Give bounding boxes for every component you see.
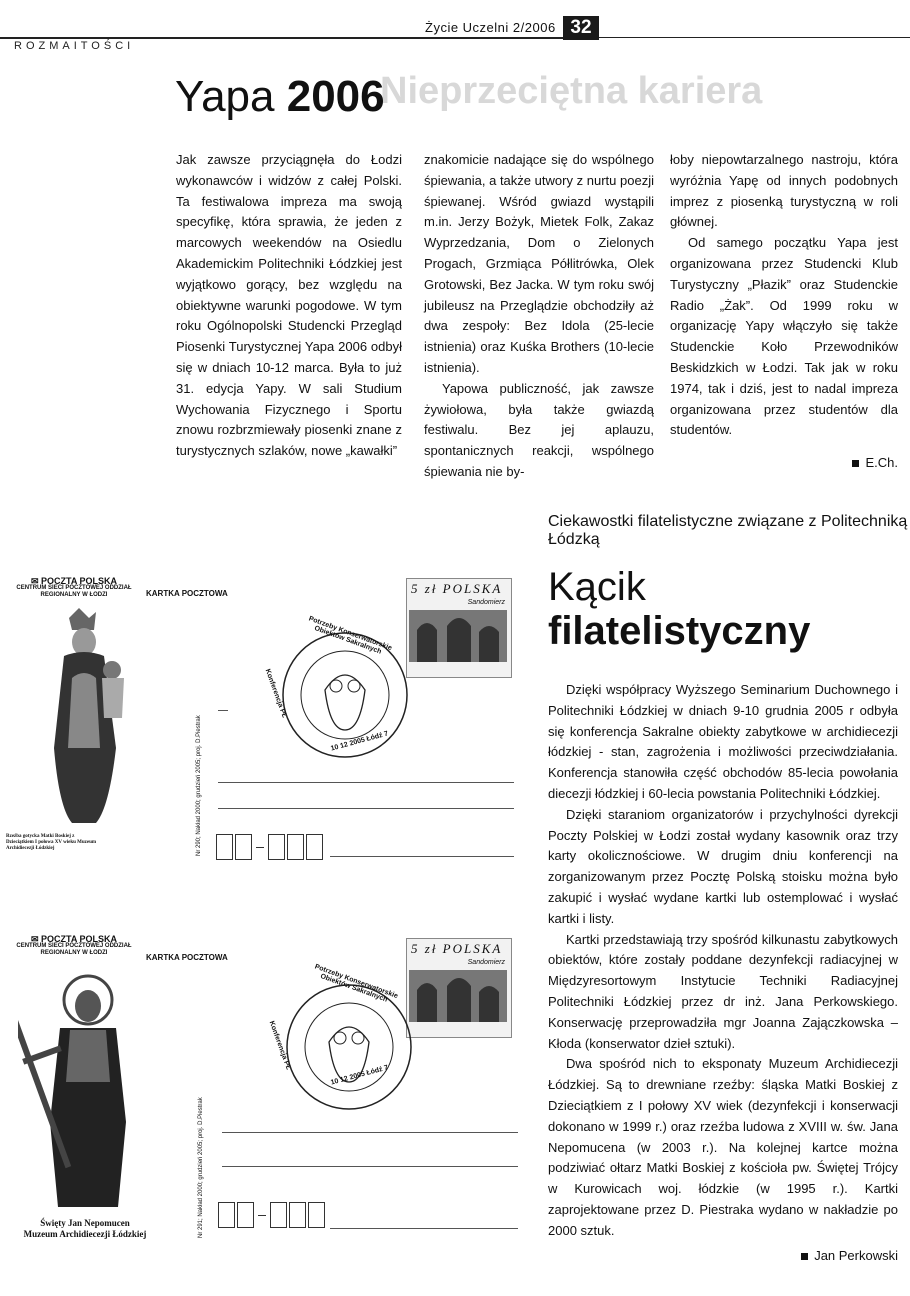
postcard-caption bbox=[0, 1218, 170, 1240]
header-rule bbox=[0, 37, 565, 39]
logo-text: POCZTA POLSKA bbox=[41, 576, 118, 586]
stamp-value: 5 zł bbox=[411, 941, 438, 956]
postmark-text: Potrzeby Konserwatorskie Obiektów Sakralnych bbox=[307, 615, 393, 656]
bleed-through-text: Nieprzeciętna kariera bbox=[380, 70, 763, 112]
caption-line-1: Święty Jan Nepomucen bbox=[40, 1218, 130, 1228]
section-label: ROZMAITOŚCI bbox=[14, 40, 135, 52]
post-logo-icon: ✉ POCZTA POLSKA bbox=[30, 576, 118, 586]
journal-name: Życie Uczelni 2/2006 bbox=[425, 20, 556, 35]
paragraph: Dzięki staraniom organizatorów i przychylności dyrekcji Poczty Polskiej w Łodzi został wydany kasownik oraz trzy karty okolicznościowe. W drugim dniu konferencji na zorganizowanym przez Pocztę Polską stoisku można było zakupić i wysłać wydane kartki lub ostemplować i wysłać kartki i listy. bbox=[548, 806, 898, 926]
title-line-1: Kącik bbox=[548, 565, 646, 609]
article-column-2 bbox=[424, 150, 654, 483]
postage-stamp bbox=[406, 578, 512, 678]
postmark-date: 10 12 2005 Łódź 7 bbox=[330, 730, 390, 753]
address-line bbox=[222, 1166, 518, 1167]
stamp-place: Sandomierz bbox=[467, 959, 505, 966]
paragraph: łoby niepowtarzalnego nastroju, która wyróżnia Yapę od innych podobnych imprez z piosenką turystyczną w roli głównej. bbox=[670, 152, 898, 230]
logo-subtext: CENTRUM SIECI POCZTOWEJ ODDZIAŁ REGIONALNY W ŁODZI bbox=[16, 943, 132, 956]
article-body-2 bbox=[548, 680, 898, 1266]
madonna-sculpture-image bbox=[34, 608, 134, 828]
article-column-1 bbox=[176, 150, 402, 462]
address-line bbox=[330, 1228, 518, 1229]
caption-line-2: Muzeum Archidiecezji Łódzkiej bbox=[23, 1229, 147, 1239]
stamp-value: 5 zł bbox=[411, 581, 438, 596]
postal-code-boxes bbox=[218, 1202, 325, 1228]
title-line-2: filatelistyczny bbox=[548, 609, 811, 653]
address-line bbox=[218, 808, 514, 809]
square-bullet-icon bbox=[801, 1253, 808, 1260]
postcard-2 bbox=[0, 932, 530, 1252]
header-rule-right bbox=[590, 37, 910, 38]
paragraph: Dwa spośród nich to eksponaty Muzeum Archidiecezji Łódzkiej. Są to drewniane rzeźby: śląska Matki Boskiej z Dzieciątkiem z I połowy XV wiek (dezynfekcji i konserwacji dokonano w 1999 r.) oraz rzeźba ludowa z XVIII w. św. Jana Nepomucena (w 2003 r.). Na kolejnej kartce można podziwiać ołtarz Matki Boskiej z kościoła pw. Świętej Trójcy w Kurowicach woj. łódzkie (w 1995 r.). Kartki zaprojektowane przez D. Piestraka wydano w nakładzie po 2000 sztuk. bbox=[548, 1056, 898, 1238]
paragraph: Jak zawsze przyciągnęła do Łodzi wykonawców i widzów z całej Polski. Ta festiwalowa impreza ma swoją specyfikę, która sprawia, że jeden z marcowych weekendów na Osiedlu Akademickim Politechniki Łódzkiej jest wyjątkowo gorący, bez względu na obiektywne warunki pogodowe. W tym roku Ogólnopolski Studencki Przegląd Piosenki Turystycznej Yapa 2006 odbył się w dniach 10-12 marca. Była to już 31. edycja Yapy. W sali Studium Wychowania Fizycznego i Sportu znowu rozbrzmiewały piosenki znane z turystycznych szlaków, nowe „kawałki” bbox=[176, 152, 402, 459]
postmark-text: Potrzeby Konserwatorskie Obiektów Sakralnych bbox=[313, 963, 399, 1004]
post-logo bbox=[14, 936, 134, 957]
imprint-text: Nr 291; Nakład 2000; grudzień 2005; proj. D.Piestrak bbox=[198, 1097, 204, 1238]
paragraph: Dzięki współpracy Wyższego Seminarium Duchownego i Politechniki Łódzkiej w dniach 9-10 grudnia 2005 r odbyła się konferencja Sakralne obiekty zabytkowe w archidiecezji łódzkiej - stan, zagrożenia i możliwości przeciwdziałania. Konferencja stanowiła część obchodów 85-lecia powołania diecezji łódzkiej i 60-lecia powstania Politechniki Łódzkiej. bbox=[548, 682, 898, 801]
postcard-1 bbox=[0, 570, 530, 870]
paragraph: Yapowa publiczność, jak zawsze żywiołowa, była także gwiazdą festiwalu. Bez jej aplauzu, spontanicznych reakcji, wspólnego śpiewania nie by- bbox=[424, 380, 654, 479]
postmark-date: 10 12 2005 Łódź 7 bbox=[330, 1064, 390, 1087]
saint-sculpture-image bbox=[18, 972, 148, 1212]
church-image bbox=[407, 606, 509, 664]
article-title-2 bbox=[548, 565, 810, 653]
post-logo bbox=[14, 578, 134, 599]
address-line bbox=[330, 856, 514, 857]
postcard-heading: KARTKA POCZTOWA bbox=[146, 589, 228, 598]
postcard-heading: KARTKA POCZTOWA bbox=[146, 953, 228, 962]
stamp-header bbox=[407, 579, 511, 599]
address-line bbox=[222, 1132, 518, 1133]
logo-text: POCZTA POLSKA bbox=[41, 934, 118, 944]
stamp-place: Sandomierz bbox=[467, 599, 505, 606]
paragraph: Od samego początku Yapa jest organizowana przez Studencki Klub Turystyczny „Płazik” oraz Studenckie Radio „Żak”. Od 1999 roku w organizację Yapy włączyło się także Studenckie Koło Przewodników Beskidzkich w Łodzi. Tak jak w roku 1974, tak i dziś, jest to nadal impreza organizowana przez studentów dla studentów. bbox=[670, 235, 898, 438]
imprint-text: Nr 290; Nakład 2000; grudzień 2005; proj. D.Piestrak bbox=[196, 715, 202, 856]
page-number: 32 bbox=[563, 16, 599, 40]
stamp-country: POLSKA bbox=[442, 581, 503, 596]
paragraph: Kartki przedstawiają trzy spośród kilkunastu zabytkowych obiektów, które zostały poddane dezynfekcji radiacyjnej w Międzyresortowym Instytucie Techniki Radiacyjnej Politechniki Łódzkiej przez dr inż. Jana Perkowskiego. Konserwację przeprowadziła mgr Joanna Zajączkowska – Kłoda (konserwator dzieł sztuki). bbox=[548, 931, 898, 1051]
title-word: Yapa bbox=[175, 72, 287, 121]
signature bbox=[548, 1246, 898, 1267]
address-line bbox=[218, 710, 228, 711]
signature-text: Jan Perkowski bbox=[814, 1247, 898, 1263]
signature-text: E.Ch. bbox=[865, 455, 898, 471]
article-kicker: Ciekawostki filatelistyczne związane z Politechniką Łódzką bbox=[548, 513, 908, 548]
postmark-sub: Konferencja PŁ bbox=[263, 668, 288, 719]
post-logo-icon: ✉ POCZTA POLSKA bbox=[30, 934, 118, 944]
postcard-caption: Rzeźba gotycka Matki Boskiej z Dzieciątkiem I połowa XV wieku Muzeum Archidiecezji Łódzkiej bbox=[6, 834, 97, 851]
paragraph: znakomicie nadające się do wspólnego śpiewania, a także utwory z nurtu poezji śpiewanej. Wśród gwiazd wystąpili m.in. Jerzy Bożyk, Mietek Folk, Zakaz Wyprzedzania, Dom o Zielonych Progach, Grzmiąca Półlitrówka, Olek Grotowski, Bez Jacka. W tym roku swój jubileusz na Przeglądzie obchodziły aż dwa zespoły: Bez Idola (25-lecie istnienia) oraz Kuśka Brothers (10-lecie istnienia). bbox=[424, 152, 654, 375]
logo-subtext: CENTRUM SIECI POCZTOWEJ ODDZIAŁ REGIONALNY W ŁODZI bbox=[16, 585, 132, 598]
signature bbox=[670, 453, 898, 474]
stamp-country: POLSKA bbox=[442, 941, 503, 956]
stamp-header bbox=[407, 939, 511, 959]
title-year: 2006 bbox=[286, 72, 385, 121]
article-title bbox=[175, 72, 385, 122]
square-bullet-icon bbox=[852, 460, 859, 467]
article-column-3 bbox=[670, 150, 898, 474]
postmark-sub: Konferencja PŁ bbox=[267, 1020, 292, 1071]
address-line bbox=[218, 782, 514, 783]
postal-code-boxes bbox=[216, 834, 323, 860]
